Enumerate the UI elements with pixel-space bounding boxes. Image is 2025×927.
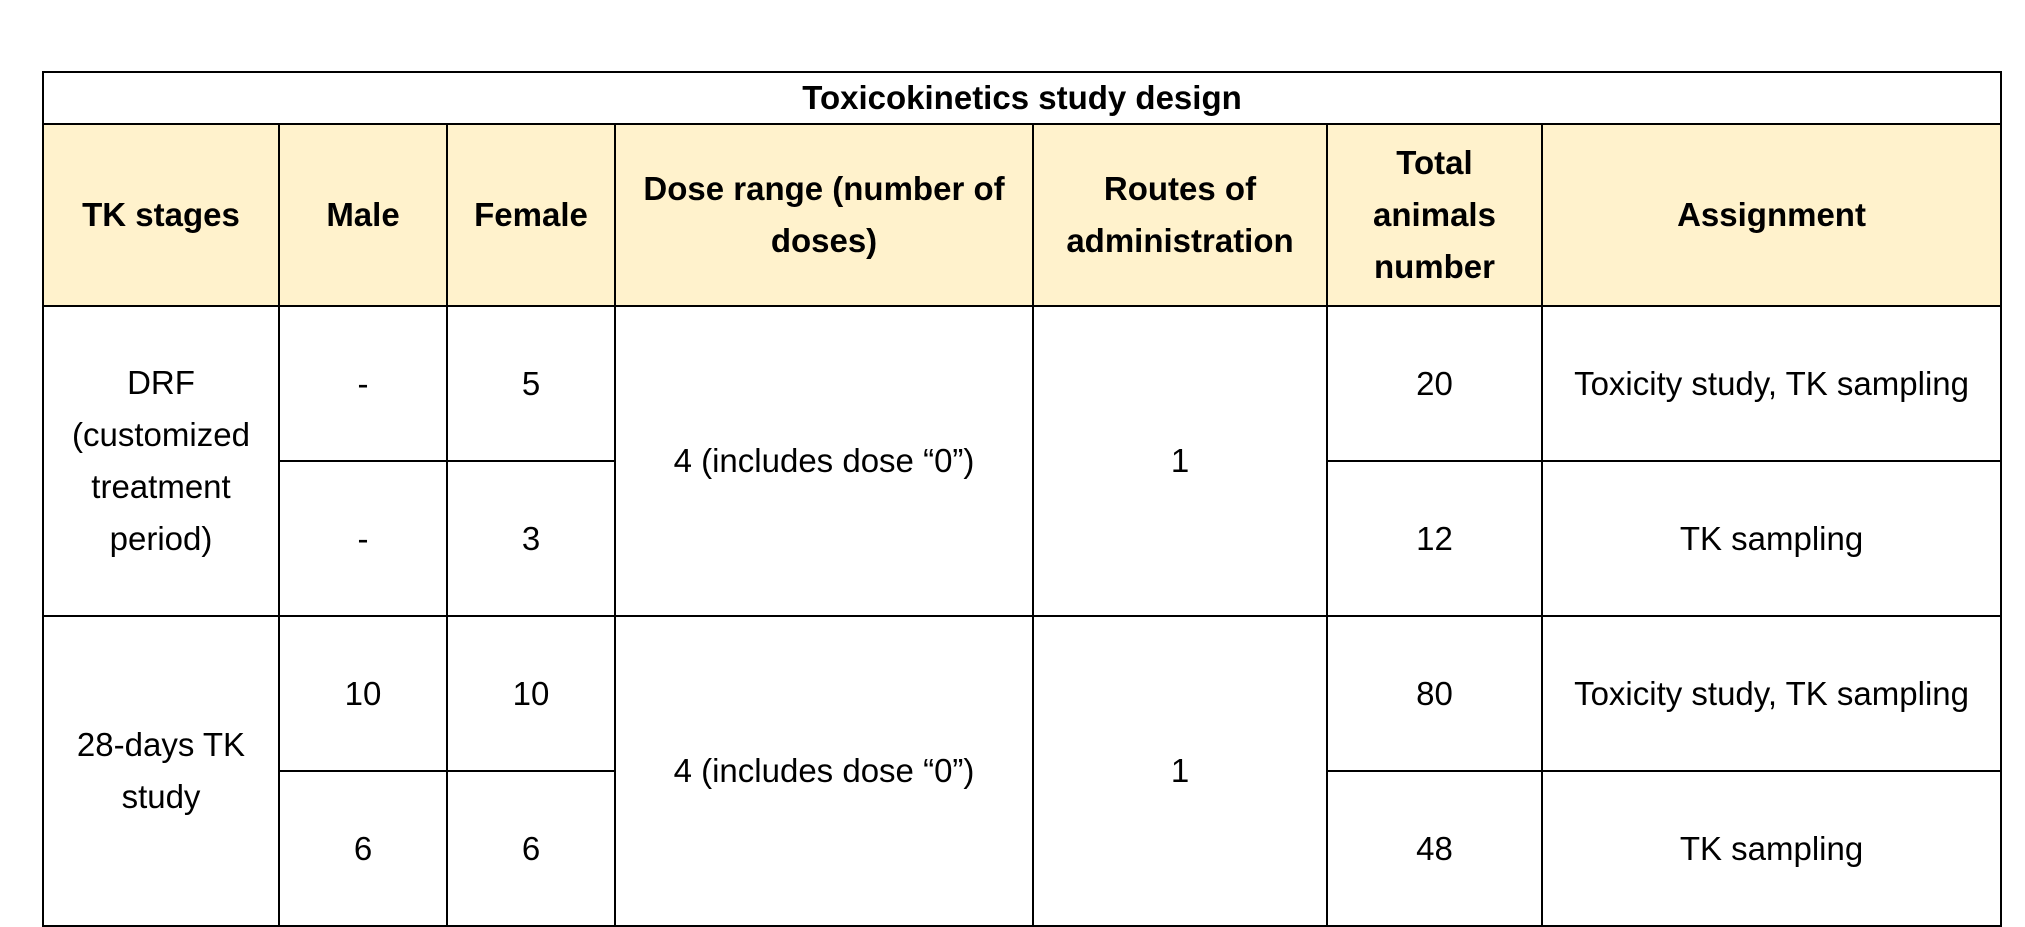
- male-cell: -: [279, 306, 447, 461]
- routes-cell: 1: [1033, 306, 1327, 616]
- dose-range-cell: 4 (includes dose “0”): [615, 616, 1033, 926]
- female-cell: 6: [447, 771, 615, 926]
- study-design-table-container: [42, 71, 2000, 927]
- assignment-cell: Toxicity study, TK sampling: [1542, 616, 2001, 771]
- total-animals-cell: 12: [1327, 461, 1542, 616]
- table-title: Toxicokinetics study design: [43, 72, 2001, 124]
- assignment-cell: TK sampling: [1542, 461, 2001, 616]
- routes-cell: 1: [1033, 616, 1327, 926]
- female-cell: 5: [447, 306, 615, 461]
- header-total-animals: Total animals number: [1327, 124, 1542, 306]
- assignment-cell: TK sampling: [1542, 771, 2001, 926]
- stage-cell: 28-days TK study: [43, 616, 279, 926]
- table-row: [43, 306, 2001, 461]
- total-animals-cell: 20: [1327, 306, 1542, 461]
- header-tk-stages: TK stages: [43, 124, 279, 306]
- header-dose-range: Dose range (number of doses): [615, 124, 1033, 306]
- header-female: Female: [447, 124, 615, 306]
- total-animals-cell: 80: [1327, 616, 1542, 771]
- male-cell: 10: [279, 616, 447, 771]
- dose-range-cell: 4 (includes dose “0”): [615, 306, 1033, 616]
- header-routes: Routes of administration: [1033, 124, 1327, 306]
- stage-cell: DRF (customized treatment period): [43, 306, 279, 616]
- female-cell: 10: [447, 616, 615, 771]
- male-cell: -: [279, 461, 447, 616]
- total-animals-cell: 48: [1327, 771, 1542, 926]
- header-row: [43, 124, 2001, 306]
- table-row: [43, 616, 2001, 771]
- study-design-table: [42, 71, 2002, 927]
- female-cell: 3: [447, 461, 615, 616]
- assignment-cell: Toxicity study, TK sampling: [1542, 306, 2001, 461]
- header-assignment: Assignment: [1542, 124, 2001, 306]
- header-male: Male: [279, 124, 447, 306]
- male-cell: 6: [279, 771, 447, 926]
